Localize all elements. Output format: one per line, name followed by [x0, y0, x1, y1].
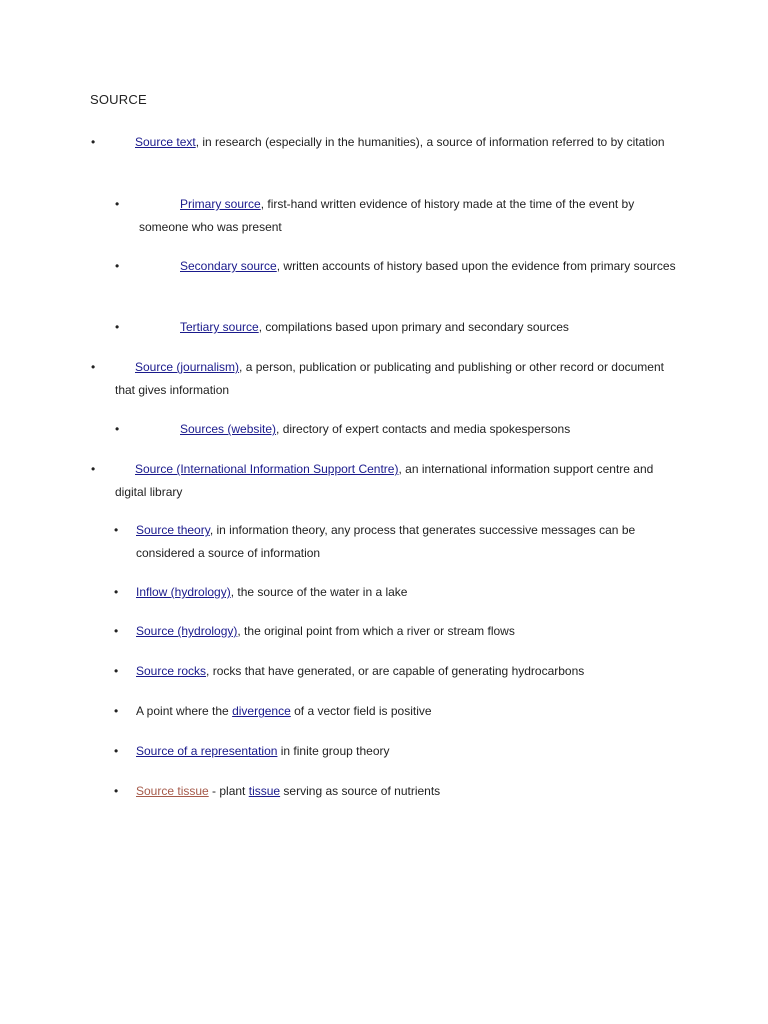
- list-item: [136, 660, 696, 683]
- link-source-of-a-representation[interactable]: Source of a representation: [136, 744, 278, 758]
- list-item-text: , rocks that have generated, or are capable of generating hydrocarbons: [206, 664, 585, 678]
- list-item: [136, 581, 696, 604]
- link-secondary-source[interactable]: Secondary source: [180, 259, 277, 273]
- bullet-icon: •: [114, 784, 119, 798]
- list-item-text: , in information theory, any process that generates successive messages can be considered a source of information: [136, 523, 636, 560]
- link-source-text[interactable]: Source text: [135, 135, 196, 149]
- bullet-icon: •: [115, 259, 120, 273]
- list-item-text: serving as source of nutrients: [280, 784, 441, 798]
- list-item-text: - plant: [208, 784, 249, 798]
- bullet-icon: •: [114, 585, 119, 599]
- link-tissue[interactable]: tissue: [248, 784, 281, 798]
- link-divergence[interactable]: divergence: [232, 704, 291, 718]
- list-item: [136, 620, 696, 643]
- link-source-tissue[interactable]: Source tissue: [136, 784, 209, 798]
- list-item-text: , directory of expert contacts and media spokespersons: [276, 422, 571, 436]
- link-source-rocks[interactable]: Source rocks: [136, 664, 207, 678]
- bullet-icon: •: [91, 462, 96, 476]
- list-item-text: , an international information support centre and digital library: [115, 462, 654, 499]
- list-item: [136, 519, 681, 565]
- list-item: [136, 780, 696, 803]
- link-inflow-hydrology[interactable]: Inflow (hydrology): [136, 585, 231, 599]
- bullet-icon: •: [114, 664, 119, 678]
- bullet-icon: •: [114, 704, 119, 718]
- list-item: [139, 193, 684, 239]
- link-source-journalism[interactable]: Source (journalism): [135, 360, 240, 374]
- list-item: [139, 316, 684, 339]
- list-item-text: , compilations based upon primary and secondary sources: [258, 320, 569, 334]
- link-sources-website[interactable]: Sources (website): [180, 422, 277, 436]
- link-primary-source[interactable]: Primary source: [180, 197, 261, 211]
- list-item: [136, 700, 696, 723]
- list-item-text: in finite group theory: [277, 744, 390, 758]
- link-tertiary-source[interactable]: Tertiary source: [180, 320, 259, 334]
- bullet-icon: •: [91, 360, 96, 374]
- bullet-icon: •: [115, 422, 120, 436]
- bullet-icon: •: [115, 320, 120, 334]
- bullet-icon: •: [115, 197, 120, 211]
- list-item-text: , the source of the water in a lake: [230, 585, 408, 599]
- list-item-text: A point where the: [136, 704, 233, 718]
- bullet-icon: •: [114, 523, 119, 537]
- link-source-hydrology[interactable]: Source (hydrology): [136, 624, 238, 638]
- list-item-text: , in research (especially in the humanities), a source of information referred to by citation: [195, 135, 665, 149]
- bullet-icon: •: [114, 624, 119, 638]
- list-item-text: of a vector field is positive: [290, 704, 432, 718]
- list-item: [115, 458, 660, 504]
- list-item-text: , the original point from which a river or stream flows: [237, 624, 515, 638]
- bullet-icon: •: [91, 135, 96, 149]
- list-item: [115, 356, 675, 402]
- list-item-text: , a person, publication or publicating and publishing or other record or document that gives information: [115, 360, 664, 397]
- list-item: [139, 255, 684, 278]
- list-item: [136, 740, 696, 763]
- link-source-iisc[interactable]: Source (International Information Support Centre): [135, 462, 399, 476]
- bullet-icon: •: [114, 744, 119, 758]
- page-title: SOURCE: [90, 92, 147, 107]
- list-item-text: , written accounts of history based upon the evidence from primary sources: [276, 259, 676, 273]
- list-item-text: , first-hand written evidence of history made at the time of the event by someone who was present: [139, 197, 635, 234]
- link-source-theory[interactable]: Source theory: [136, 523, 210, 537]
- list-item: [139, 418, 684, 441]
- list-item: [115, 131, 685, 154]
